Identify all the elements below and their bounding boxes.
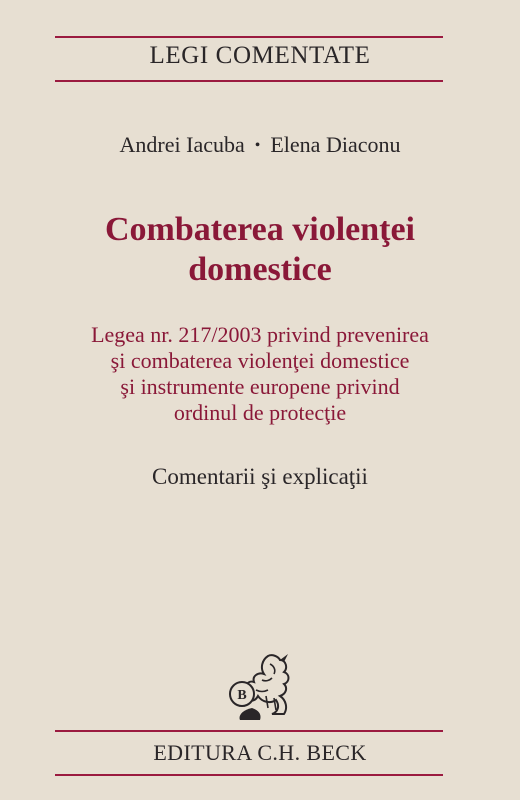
series-title: LEGI COMENTATE	[149, 42, 371, 69]
subtitle-line: ordinul de protecţie	[173, 400, 347, 425]
top-rule	[55, 36, 443, 38]
title-line: Combaterea violenţei	[104, 211, 416, 248]
book-subtitle	[0, 322, 520, 426]
author-name: Elena Diaconu	[270, 132, 401, 157]
logo-letter: B	[237, 688, 247, 703]
griffin-logo-icon	[222, 650, 298, 722]
title-line: domestice	[188, 251, 332, 288]
subtitle-line: şi combaterea violenţei domestice	[110, 348, 410, 373]
subtitle-line: şi instrumente europene privind	[120, 374, 400, 399]
publisher-name: EDITURA C.H. BECK	[153, 740, 367, 765]
publisher-top-rule	[55, 730, 443, 732]
tagline: Comentarii şi explicaţii	[152, 464, 368, 489]
authors-line	[0, 132, 520, 158]
author-name: Andrei Iacuba	[119, 132, 245, 157]
subtitle-line: Legea nr. 217/2003 privind prevenirea	[91, 322, 429, 347]
author-separator: •	[254, 137, 261, 154]
bottom-rule	[55, 774, 443, 776]
series-bottom-rule	[55, 80, 443, 82]
book-title	[0, 210, 520, 290]
